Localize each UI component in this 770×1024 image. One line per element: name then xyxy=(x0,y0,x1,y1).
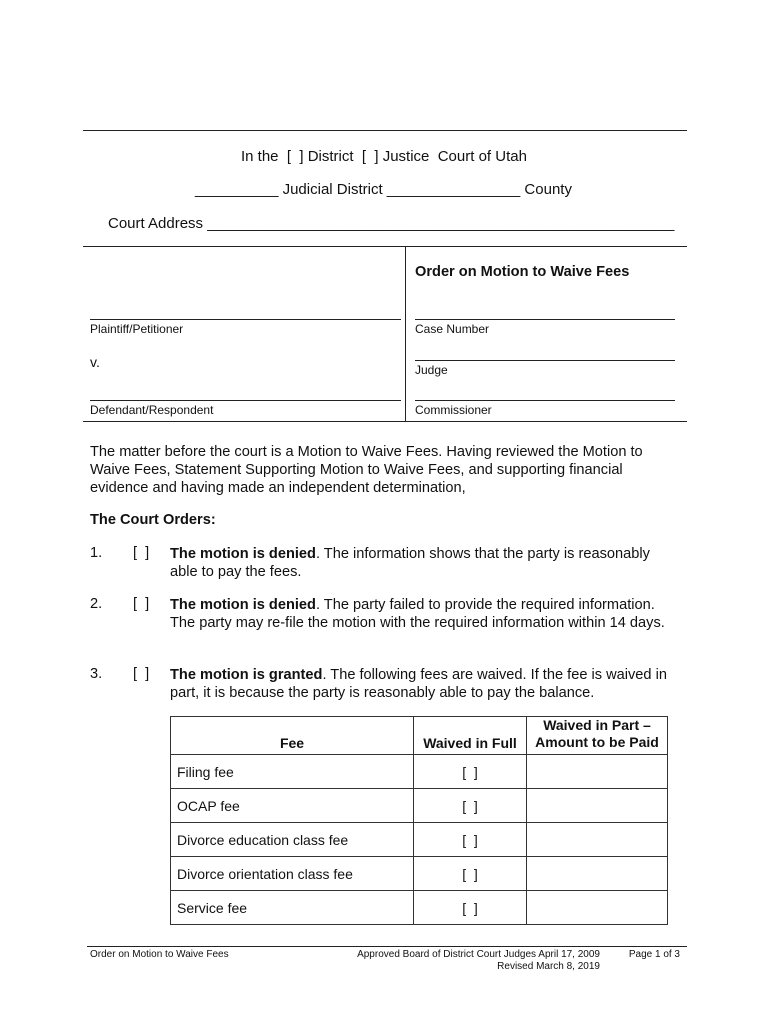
waived-full-checkbox[interactable]: [ ] xyxy=(414,755,527,789)
judge-label: Judge xyxy=(415,363,448,377)
header-bottom-rule xyxy=(83,246,687,247)
item-checkbox[interactable]: [ ] xyxy=(133,545,150,561)
waived-full-column-header: Waived in Full xyxy=(414,717,527,755)
item-rest-text: . The information shows that the party is reasonably able to pay the fees. xyxy=(170,546,650,580)
table-row xyxy=(171,755,668,789)
item-checkbox[interactable]: [ ] xyxy=(133,666,150,682)
item-checkbox[interactable]: [ ] xyxy=(133,596,150,612)
district-county-line: __________ Judicial District ________________ County xyxy=(195,181,572,198)
versus-label: v. xyxy=(90,354,100,370)
caption-divider xyxy=(405,246,406,422)
item-text xyxy=(170,596,680,632)
item-text xyxy=(170,666,680,702)
court-address-line: Court Address ________________________________________________________ xyxy=(108,215,675,232)
footer-revised: Revised March 8, 2019 xyxy=(497,961,600,972)
court-line: In the [ ] District [ ] Justice Court of Utah xyxy=(241,148,527,165)
orders-heading: The Court Orders: xyxy=(90,512,216,528)
page-number: Page 1 of 3 xyxy=(628,949,680,960)
footer-rule xyxy=(87,946,687,947)
fee-name: Divorce education class fee xyxy=(171,823,414,857)
footer-approved: Approved Board of District Court Judges April 17, 2009 xyxy=(357,949,600,960)
item-rest-text: . The following fees are waived. If the fee is waived in part, it is because the party is reasonably able to pay the balance. xyxy=(170,667,667,701)
amount-to-pay-field[interactable] xyxy=(527,789,668,823)
table-header-row xyxy=(171,717,668,755)
fee-column-header: Fee xyxy=(171,717,414,755)
defendant-line xyxy=(90,400,401,401)
waived-part-column-header: Waived in Part – Amount to be Paid xyxy=(527,717,668,755)
caption-bottom-rule xyxy=(83,421,687,422)
table-row xyxy=(171,823,668,857)
judge-line xyxy=(415,360,675,361)
top-rule xyxy=(83,130,687,131)
fee-name: Service fee xyxy=(171,891,414,925)
item-text xyxy=(170,545,680,581)
intro-paragraph: The matter before the court is a Motion to Waive Fees. Having reviewed the Motion to Waive Fees, Statement Supporting Motion to Waive Fees, and supporting financial evidence and having made an independent determination, xyxy=(90,444,643,496)
table-row xyxy=(171,891,668,925)
amount-to-pay-field[interactable] xyxy=(527,857,668,891)
amount-to-pay-field[interactable] xyxy=(527,823,668,857)
document-title: Order on Motion to Waive Fees xyxy=(415,264,630,280)
amount-to-pay-field[interactable] xyxy=(527,755,668,789)
waived-full-checkbox[interactable]: [ ] xyxy=(414,857,527,891)
fee-name: Filing fee xyxy=(171,755,414,789)
fee-name: Divorce orientation class fee xyxy=(171,857,414,891)
item-rest-text: . The party failed to provide the required information. The party may re-file the motion with the required information within 14 days. xyxy=(170,597,665,631)
commissioner-line xyxy=(415,400,675,401)
item-number: 2. xyxy=(90,596,103,612)
fee-name: OCAP fee xyxy=(171,789,414,823)
item-number: 3. xyxy=(90,666,103,682)
item-bold-text: The motion is denied xyxy=(170,546,316,562)
item-number: 1. xyxy=(90,545,103,561)
table-row xyxy=(171,857,668,891)
case-number-label: Case Number xyxy=(415,322,490,336)
item-bold-text: The motion is granted xyxy=(170,667,323,683)
waived-full-checkbox[interactable]: [ ] xyxy=(414,789,527,823)
waived-full-checkbox[interactable]: [ ] xyxy=(414,891,527,925)
table-row xyxy=(171,789,668,823)
commissioner-label: Commissioner xyxy=(415,403,492,417)
item-bold-text: The motion is denied xyxy=(170,597,316,613)
defendant-label: Defendant/Respondent xyxy=(90,403,214,417)
case-number-line xyxy=(415,319,675,320)
plaintiff-label: Plaintiff/Petitioner xyxy=(90,322,184,336)
footer-title: Order on Motion to Waive Fees xyxy=(90,949,229,960)
fee-table xyxy=(170,716,668,925)
plaintiff-line xyxy=(90,319,401,320)
waived-full-checkbox[interactable]: [ ] xyxy=(414,823,527,857)
amount-to-pay-field[interactable] xyxy=(527,891,668,925)
